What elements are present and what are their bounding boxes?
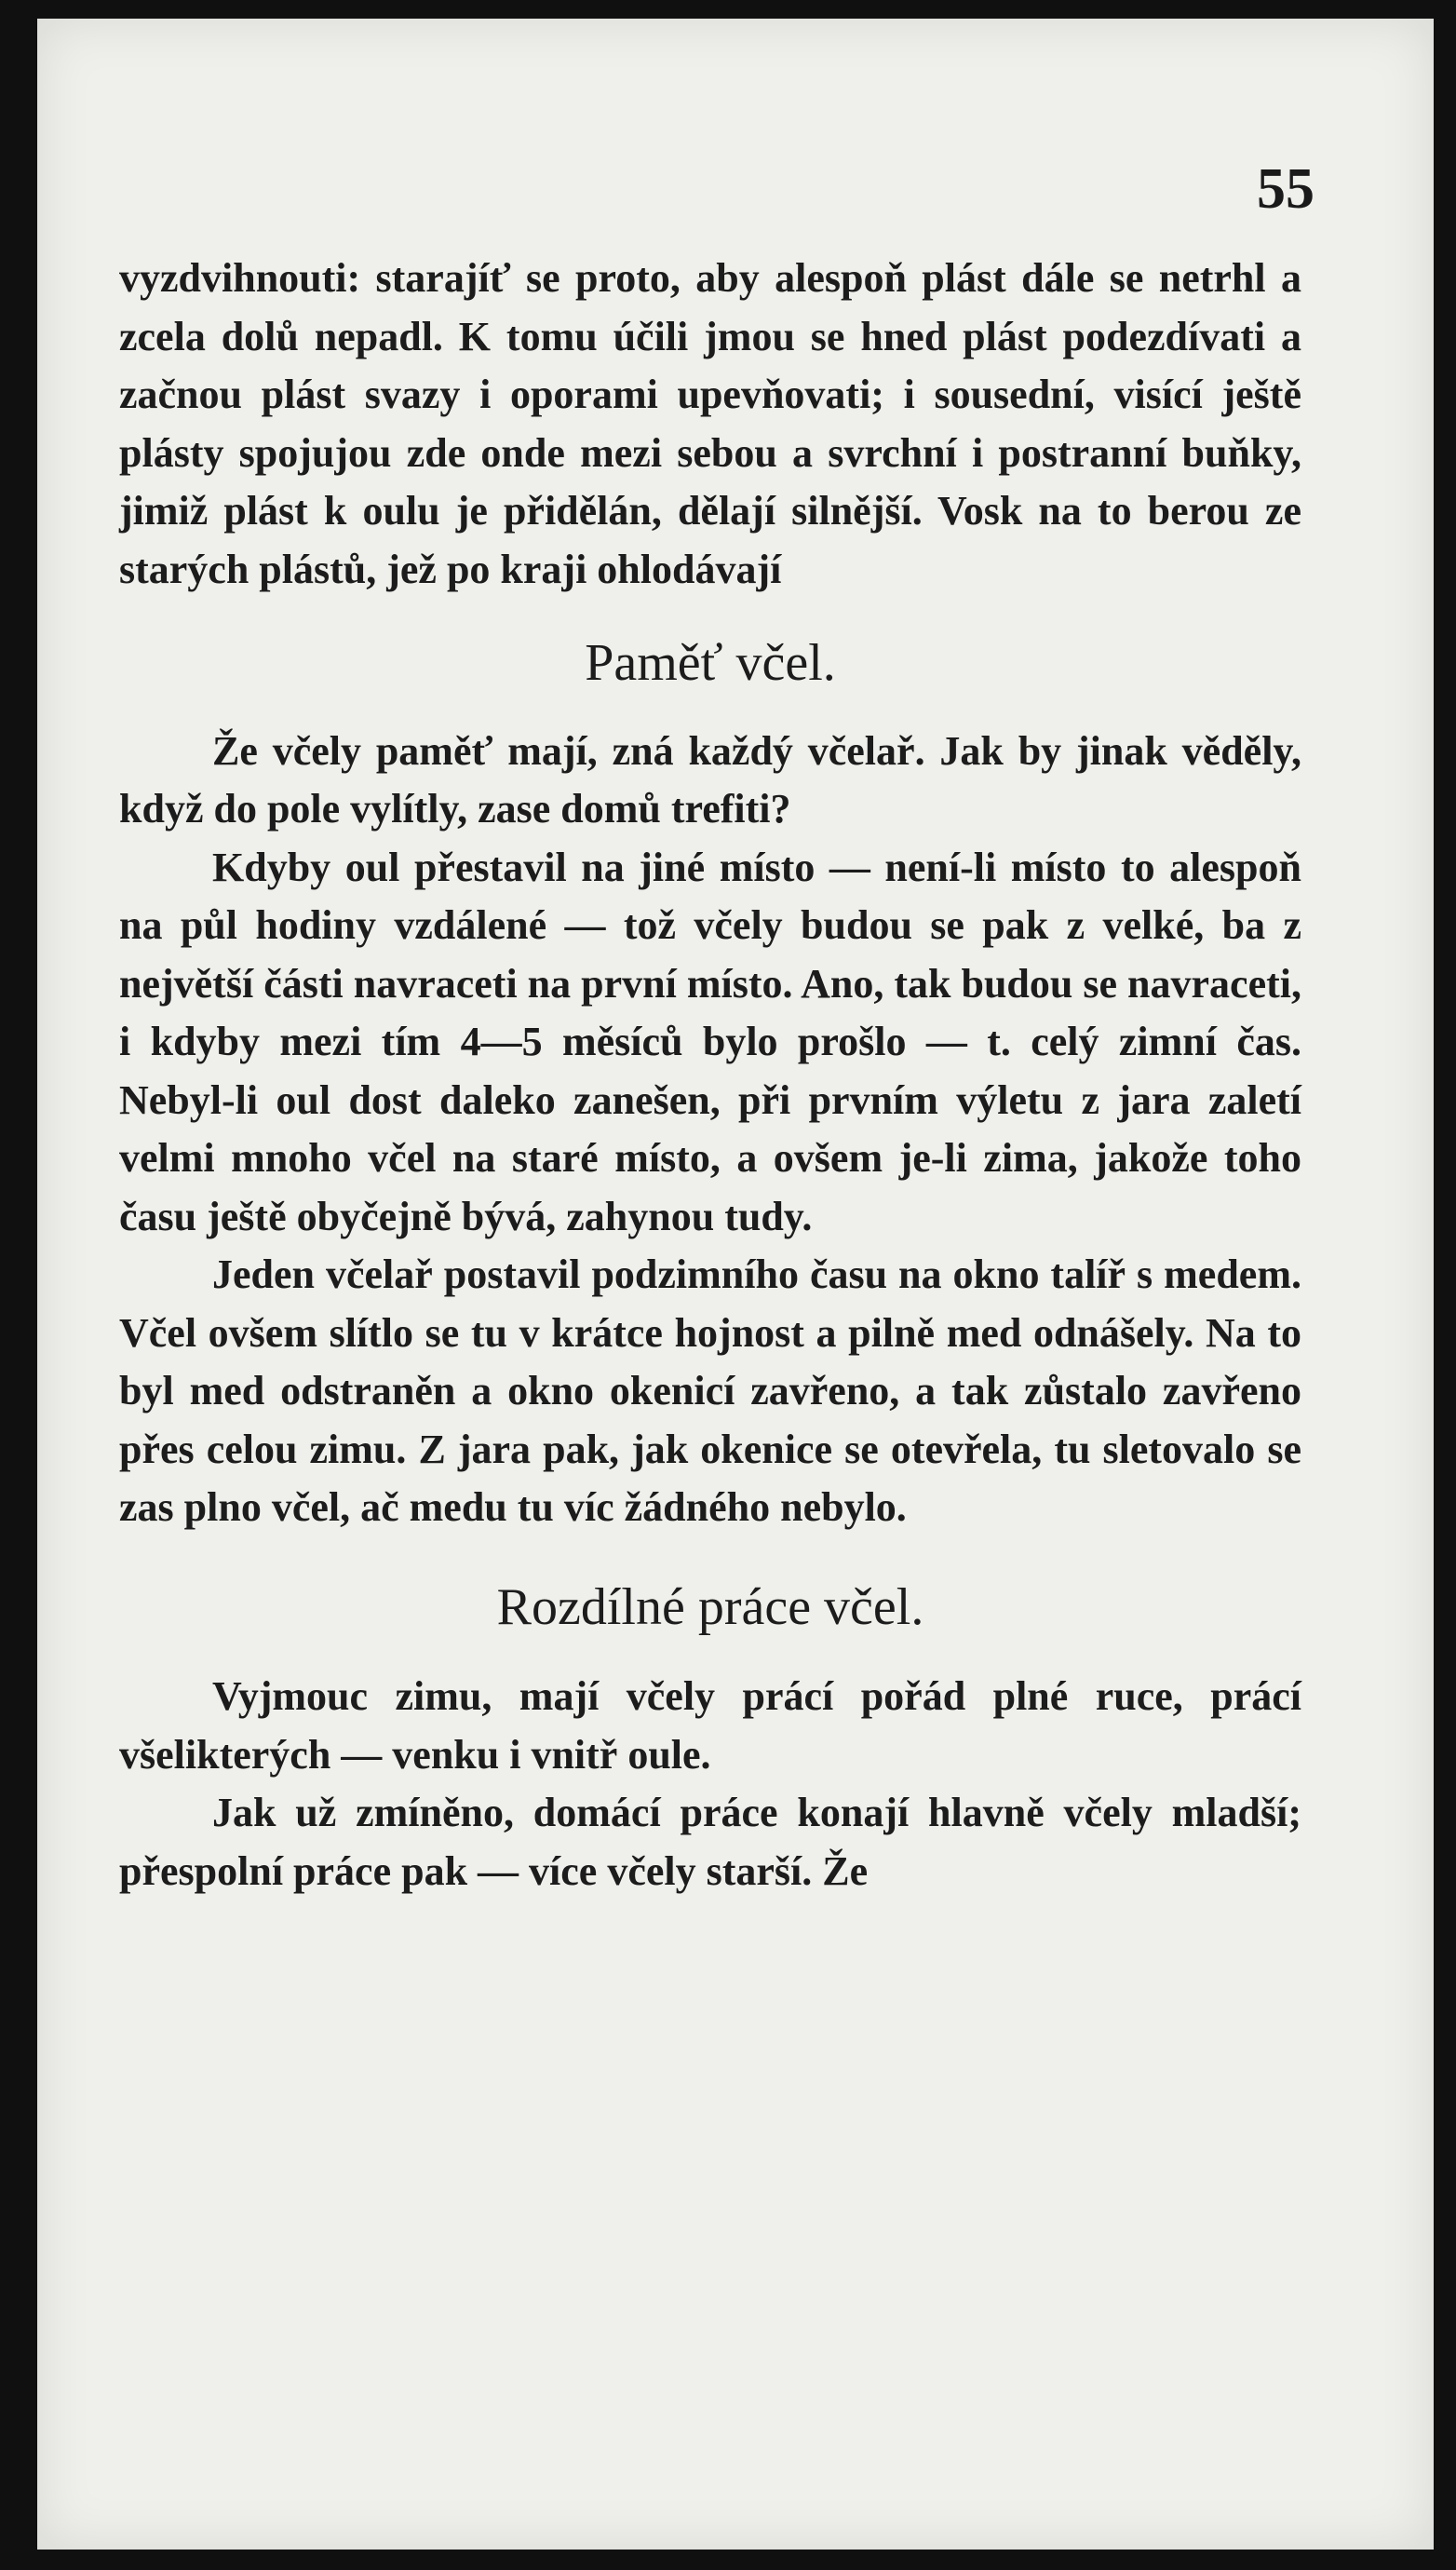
section-heading-rozdilne-prace: Rozdílné práce včel. [496,1577,924,1636]
paragraph: Jak už zmíněno, domácí práce konají hlavně včely mladší; přespolní práce pak — více včely starší. Že [119,1790,1301,1894]
paragraph: Vyjmouc zimu, mají včely prácí pořád plné ruce, prácí všelikterých — venku i vnitř oule. [119,1673,1301,1778]
paragraph: Kdyby oul přestavil na jiné místo — není-li místo to alespoň na půl hodiny vzdálené — tož včely budou se pak z velké, ba z největší části navraceti na první místo. Ano, tak budou se navraceti, i kdyby mezi tím 4—5 měsíců bylo prošlo — t. celý zimní čas. Nebyl-li oul dost daleko zanešen, při prvním výletu z jara zaletí velmi mnoho včel na staré místo, a ovšem je-li zima, jakože toho času ještě obyčejně bývá, zahynou tudy. [119,844,1301,1239]
paragraph: Jeden včelař postavil podzimního času na okno talíř s medem. Včel ovšem slítlo se tu v krátce hojnost a pilně med odnášely. Na to byl med odstraněn a okno okenicí zavřeno, a tak zůstalo zavřeno přes celou zimu. Z jara pak, jak okenice se otevřela, tu sletovalo se zas plno včel, ač medu tu víc žádného nebylo. [119,1251,1301,1530]
book-page [37,19,1434,2550]
paragraph: Že včely paměť mají, zná každý včelař. Jak by jinak věděly, když do pole vylítly, zase domů trefiti? [119,727,1301,832]
page-number: 55 [1257,157,1314,221]
section-heading-pamet-vcel: Paměť včel. [585,634,836,692]
text-column [119,250,1301,1900]
continuation-paragraph: vyzdvihnouti: starajíť se proto, aby alespoň plást dále se netrhl a zcela dolů nepadl. K tomu účili jmou se hned plást podezdívati a začnou plást svazy i oporami upevňovati; i sousední, visící ještě plásty spojujou zde onde mezi sebou a svrchní i postranní buňky, jimiž plást k oulu je přidělán, dělají silnější. Vosk na to berou ze starých plástů, jež po kraji ohlodávají [119,255,1301,592]
